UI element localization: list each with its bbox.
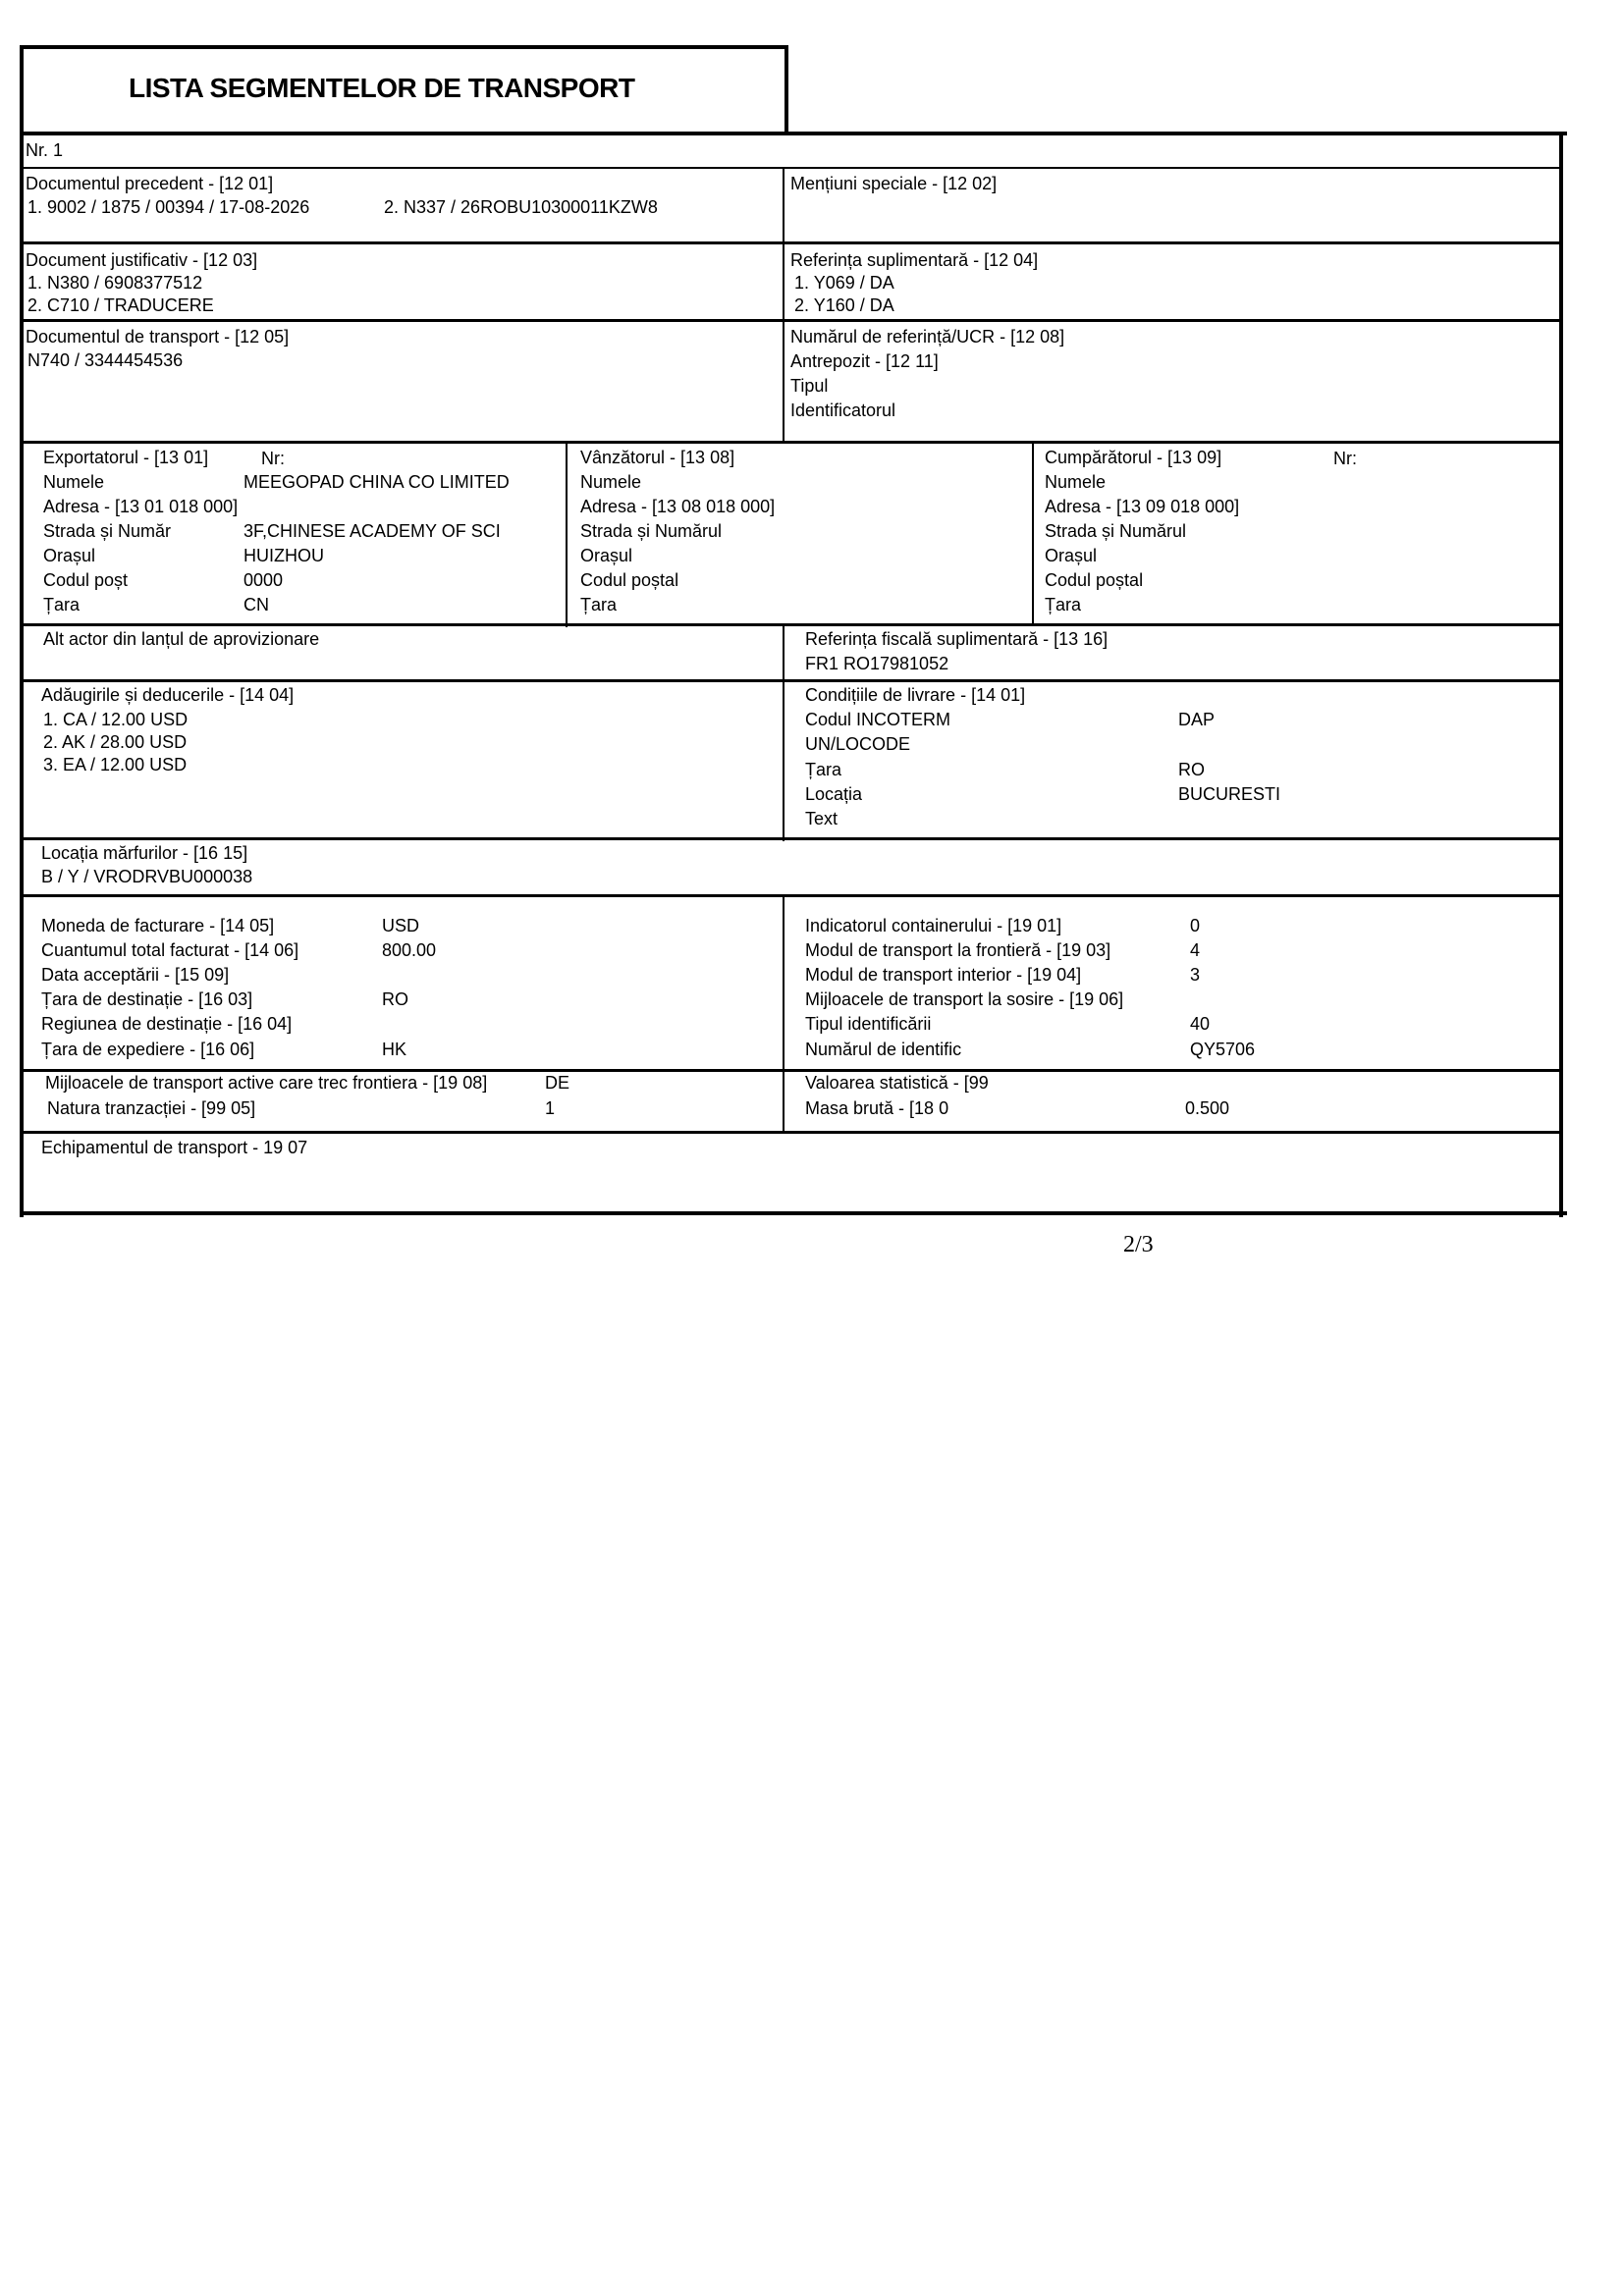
- row-line-2: [22, 241, 1561, 244]
- goods-location-value: B / Y / VRODRVBU000038: [41, 867, 253, 886]
- previous-doc-item-2: 2. N337 / 26ROBU10300011KZW8: [384, 197, 658, 217]
- page-number: 2/3: [1123, 1232, 1154, 1257]
- previous-doc-label: Documentul precedent - [12 01]: [26, 174, 274, 193]
- border-means-label: Mijloacele de transport active care trec frontiera - [19 08]: [45, 1073, 488, 1093]
- col-line-party-1: [566, 441, 568, 627]
- form-bottom-border: [20, 1211, 1567, 1215]
- special-mentions-label: Mențiuni speciale - [12 02]: [790, 174, 998, 193]
- additions-label: Adăugirile și deducerile - [14 04]: [41, 685, 295, 705]
- buyer-address-key: Adresa - [13 09 018 000]: [1045, 497, 1240, 516]
- border-mode-value: 4: [1190, 940, 1201, 960]
- col-line-main-b: [783, 623, 784, 841]
- title-box-bottom: [20, 132, 1567, 135]
- additions-item-2: 2. AK / 28.00 USD: [43, 732, 188, 752]
- title-box-right: [784, 45, 788, 132]
- col-line-main-c: [783, 894, 784, 1134]
- locode-key: UN/LOCODE: [805, 734, 911, 754]
- inland-mode-value: 3: [1190, 965, 1201, 985]
- seller-country-key: Țara: [580, 595, 618, 614]
- equipment-label: Echipamentul de transport - 19 07: [41, 1138, 308, 1157]
- row-line-3: [22, 319, 1561, 322]
- gross-mass-label: Masa brută - [18 0: [805, 1098, 949, 1118]
- buyer-label: Cumpărătorul - [13 09]: [1045, 448, 1222, 467]
- warehouse-label: Antrepozit - [12 11]: [790, 351, 939, 371]
- additional-ref-item-2: 2. Y160 / DA: [794, 295, 894, 315]
- buyer-street-key: Strada și Numărul: [1045, 521, 1187, 541]
- row-line-6: [22, 679, 1561, 682]
- exporter-country-value: CN: [243, 595, 269, 614]
- ucr-type-label: Tipul: [790, 376, 829, 396]
- row-line-1: [22, 167, 1561, 169]
- fiscal-ref-value: FR1 RO17981052: [805, 654, 949, 673]
- acceptance-date-key: Data acceptării - [15 09]: [41, 965, 230, 985]
- identification-type-value: 40: [1190, 1014, 1211, 1034]
- currency-key: Moneda de facturare - [14 05]: [41, 916, 275, 935]
- destination-region-key: Regiunea de destinație - [16 04]: [41, 1014, 293, 1034]
- exporter-postcode-value: 0000: [243, 570, 284, 590]
- exporter-nr-label: Nr:: [261, 449, 285, 468]
- incoterm-value: DAP: [1178, 710, 1216, 729]
- exporter-label: Exportatorul - [13 01]: [43, 448, 209, 467]
- buyer-nr-label: Nr:: [1333, 449, 1357, 468]
- identification-type-key: Tipul identificării: [805, 1014, 932, 1034]
- container-indicator-key: Indicatorul containerului - [19 01]: [805, 916, 1062, 935]
- seller-address-key: Adresa - [13 08 018 000]: [580, 497, 776, 516]
- page-title: LISTA SEGMENTELOR DE TRANSPORT: [129, 73, 635, 103]
- total-invoiced-key: Cuantumul total facturat - [14 06]: [41, 940, 299, 960]
- identification-number-key: Numărul de identific: [805, 1040, 962, 1059]
- exporter-country-key: Țara: [43, 595, 81, 614]
- goods-location-label: Locația mărfurilor - [16 15]: [41, 843, 248, 863]
- col-line-main-a: [783, 167, 784, 441]
- transaction-nature-value: 1: [545, 1098, 556, 1118]
- supporting-doc-label: Document justificativ - [12 03]: [26, 250, 258, 270]
- fiscal-ref-label: Referința fiscală suplimentară - [13 16]: [805, 629, 1109, 649]
- exporter-city-value: HUIZHOU: [243, 546, 324, 565]
- delivery-country-key: Țara: [805, 760, 842, 779]
- title-box-left: [20, 45, 24, 1217]
- inland-mode-key: Modul de transport interior - [19 04]: [805, 965, 1082, 985]
- seller-city-key: Orașul: [580, 546, 633, 565]
- exporter-street-value: 3F,CHINESE ACADEMY OF SCI: [243, 521, 501, 541]
- buyer-postcode-key: Codul poștal: [1045, 570, 1144, 590]
- ucr-label: Numărul de referință/UCR - [12 08]: [790, 327, 1065, 347]
- transaction-nature-label: Natura tranzacției - [99 05]: [47, 1098, 256, 1118]
- total-invoiced-value: 800.00: [382, 940, 437, 960]
- dispatch-country-key: Țara de expediere - [16 06]: [41, 1040, 255, 1059]
- buyer-country-key: Țara: [1045, 595, 1082, 614]
- additional-ref-item-1: 1. Y069 / DA: [794, 273, 894, 293]
- seller-label: Vânzătorul - [13 08]: [580, 448, 735, 467]
- buyer-name-key: Numele: [1045, 472, 1107, 492]
- identification-number-value: QY5706: [1190, 1040, 1256, 1059]
- delivery-location-value: BUCURESTI: [1178, 784, 1281, 804]
- container-indicator-value: 0: [1190, 916, 1201, 935]
- additions-item-1: 1. CA / 12.00 USD: [43, 710, 189, 729]
- exporter-postcode-key: Codul poșt: [43, 570, 129, 590]
- destination-country-value: RO: [382, 989, 408, 1009]
- additions-item-3: 3. EA / 12.00 USD: [43, 755, 188, 774]
- exporter-name-value: MEEGOPAD CHINA CO LIMITED: [243, 472, 510, 492]
- border-mode-key: Modul de transport la frontieră - [19 03]: [805, 940, 1111, 960]
- delivery-country-value: RO: [1178, 760, 1205, 779]
- seller-postcode-key: Codul poștal: [580, 570, 679, 590]
- transport-doc-label: Documentul de transport - [12 05]: [26, 327, 290, 347]
- gross-mass-value: 0.500: [1185, 1098, 1230, 1118]
- row-line-5: [22, 623, 1561, 626]
- transport-doc-value: N740 / 3344454536: [27, 350, 184, 370]
- seller-name-key: Numele: [580, 472, 642, 492]
- supporting-doc-item-1: 1. N380 / 6908377512: [27, 273, 203, 293]
- arrival-means-key: Mijloacele de transport la sosire - [19 06]: [805, 989, 1124, 1009]
- delivery-text-key: Text: [805, 809, 839, 828]
- seller-street-key: Strada și Numărul: [580, 521, 723, 541]
- incoterm-key: Codul INCOTERM: [805, 710, 951, 729]
- delivery-label: Condițiile de livrare - [14 01]: [805, 685, 1026, 705]
- delivery-location-key: Locația: [805, 784, 863, 804]
- form-right-border: [1559, 135, 1563, 1217]
- title-box-top: [20, 45, 788, 49]
- row-line-10: [22, 1131, 1561, 1134]
- border-means-value: DE: [545, 1073, 570, 1093]
- previous-doc-item-1: 1. 9002 / 1875 / 00394 / 17-08-2026: [27, 197, 310, 217]
- document-number: Nr. 1: [26, 140, 64, 160]
- row-line-8: [22, 894, 1561, 897]
- ucr-identifier-label: Identificatorul: [790, 400, 896, 420]
- buyer-city-key: Orașul: [1045, 546, 1098, 565]
- additional-ref-label: Referința suplimentară - [12 04]: [790, 250, 1039, 270]
- supporting-doc-item-2: 2. C710 / TRADUCERE: [27, 295, 214, 315]
- exporter-address-key: Adresa - [13 01 018 000]: [43, 497, 239, 516]
- row-line-7: [22, 837, 1561, 840]
- statistical-value-label: Valoarea statistică - [99: [805, 1073, 989, 1093]
- exporter-name-key: Numele: [43, 472, 105, 492]
- row-line-4: [22, 441, 1561, 444]
- exporter-city-key: Orașul: [43, 546, 96, 565]
- currency-value: USD: [382, 916, 420, 935]
- exporter-street-key: Strada și Număr: [43, 521, 172, 541]
- col-line-party-2: [1032, 441, 1034, 623]
- other-actor-label: Alt actor din lanțul de aprovizionare: [43, 629, 320, 649]
- dispatch-country-value: HK: [382, 1040, 407, 1059]
- destination-country-key: Țara de destinație - [16 03]: [41, 989, 253, 1009]
